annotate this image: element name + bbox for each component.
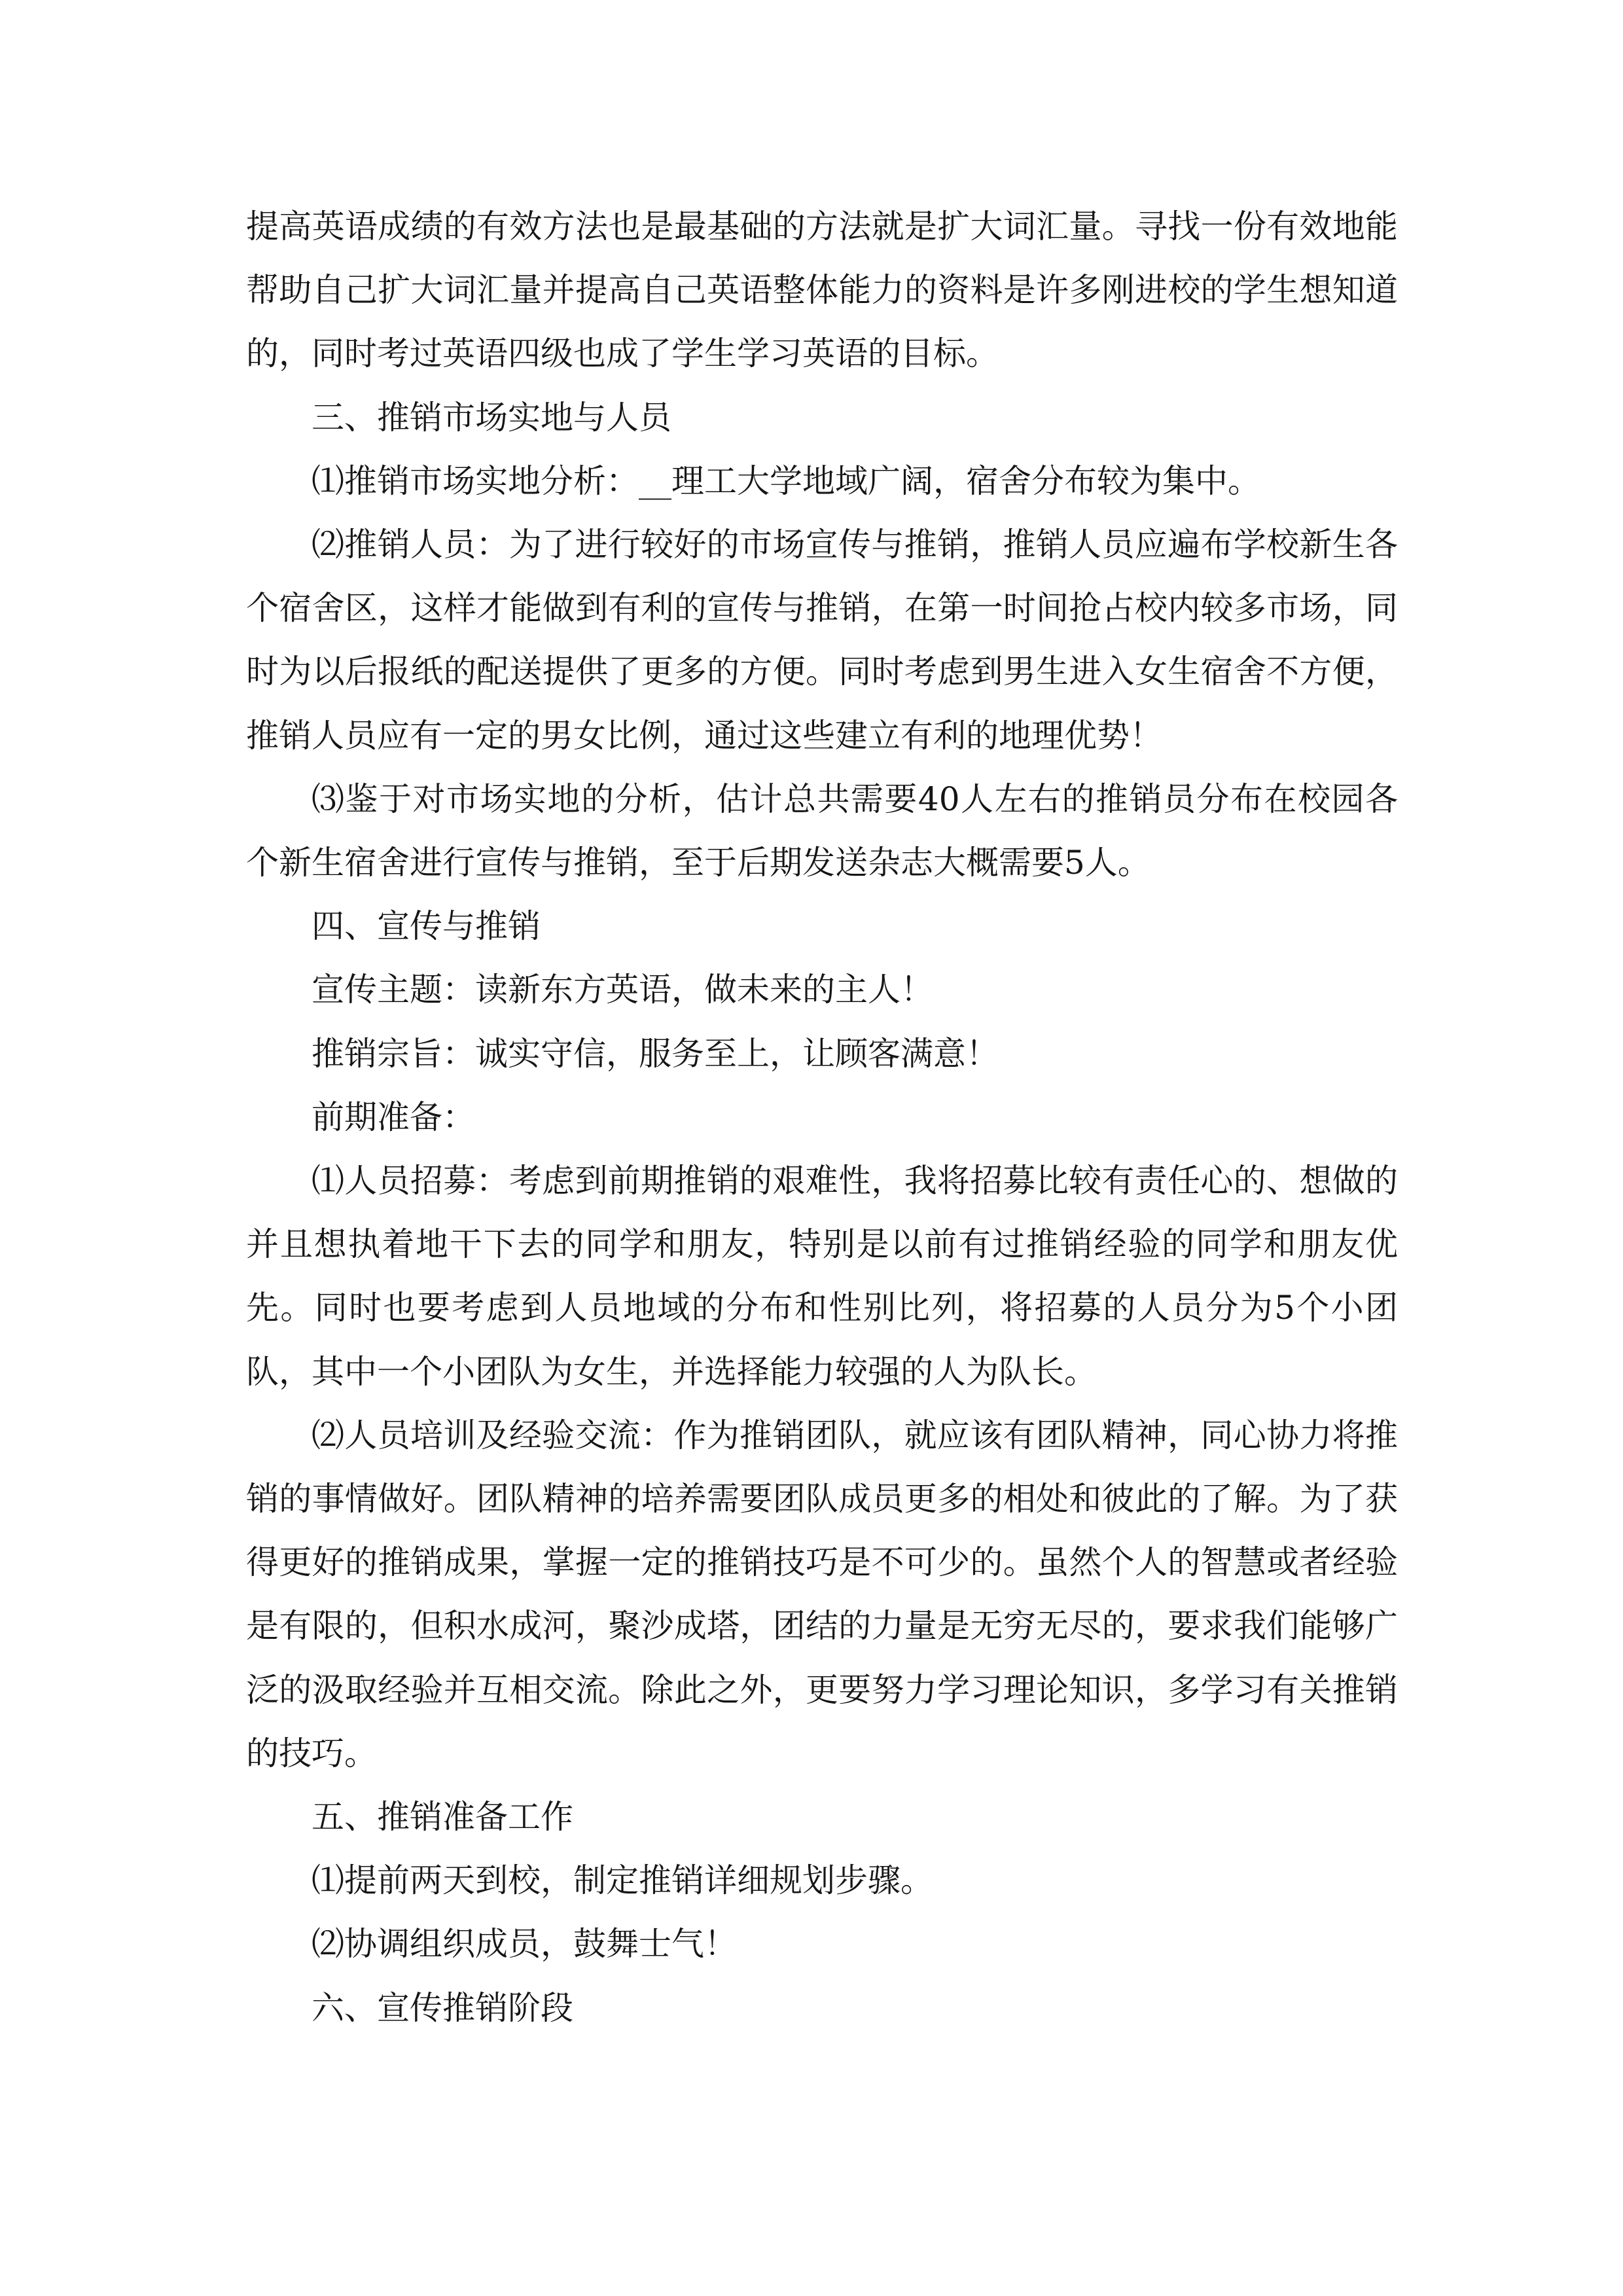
- section-heading-5: 五、推销准备工作: [312, 1798, 573, 1837]
- paragraph-intro: 提高英语成绩的有效方法也是最基础的方法就是扩大词汇量。寻找一份有效地能帮助自己扩大词汇量并提高自己英语整体能力的资料是许多刚进校的学生想知道的，同时考过英语四级也成了学生学习英语的目标。: [246, 207, 1398, 373]
- paragraph-market-analysis: ⑴推销市场实地分析：__理工大学地域广阔，宿舍分布较为集中。: [312, 461, 1260, 500]
- section-heading-4: 四、宣传与推销: [312, 907, 541, 946]
- paragraph-tenet: 推销宗旨：诚实守信，服务至上，让顾客满意！: [312, 1034, 999, 1073]
- paragraph-preparation: 前期准备：: [312, 1098, 475, 1136]
- paragraph-sales-staff: ⑵推销人员：为了进行较好的市场宣传与推销，推销人员应遍布学校新生各个宿舍区，这样才能做到有利的宣传与推销，在第一时间抢占校内较多市场，同时为以后报纸的配送提供了更多的方便。同时考虑到男生进入女生宿舍不方便，推销人员应有一定的男女比例，通过这些建立有利的地理优势！: [246, 526, 1398, 755]
- paragraph-arrive-early: ⑴提前两天到校，制定推销详细规划步骤。: [312, 1861, 933, 1900]
- paragraph-staff-estimate: ⑶鉴于对市场实地的分析，估计总共需要40人左右的推销员分布在校园各个新生宿舍进行宣传与推销，至于后期发送杂志大概需要5人。: [246, 780, 1398, 882]
- paragraph-coordinate: ⑵协调组织成员，鼓舞士气！: [312, 1925, 737, 1964]
- paragraph-training: ⑵人员培训及经验交流：作为推销团队，就应该有团队精神，同心协力将推销的事情做好。团队精神的培养需要团队成员更多的相处和彼此的了解。为了获得更好的推销成果，掌握一定的推销技巧是不可少的。虽然个人的智慧或者经验是有限的，但积水成河，聚沙成塔，团结的力量是无穷无尽的，要求我们能够广泛的汲取经验并互相交流。除此之外，更要努力学习理论知识，多学习有关推销的技巧。: [246, 1416, 1398, 1772]
- section-heading-3: 三、推销市场实地与人员: [312, 398, 671, 437]
- document-body: [246, 195, 1398, 2040]
- section-heading-6: 六、宣传推销阶段: [312, 1988, 573, 2027]
- paragraph-recruitment: ⑴人员招募：考虑到前期推销的艰难性，我将招募比较有责任心的、想做的并且想执着地干下去的同学和朋友，特别是以前有过推销经验的同学和朋友优先。同时也要考虑到人员地域的分布和性别比列，将招募的人员分为5个小团队，其中一个小团队为女生，并选择能力较强的人为队长。: [246, 1162, 1398, 1391]
- paragraph-theme: 宣传主题：读新东方英语，做未来的主人！: [312, 971, 933, 1009]
